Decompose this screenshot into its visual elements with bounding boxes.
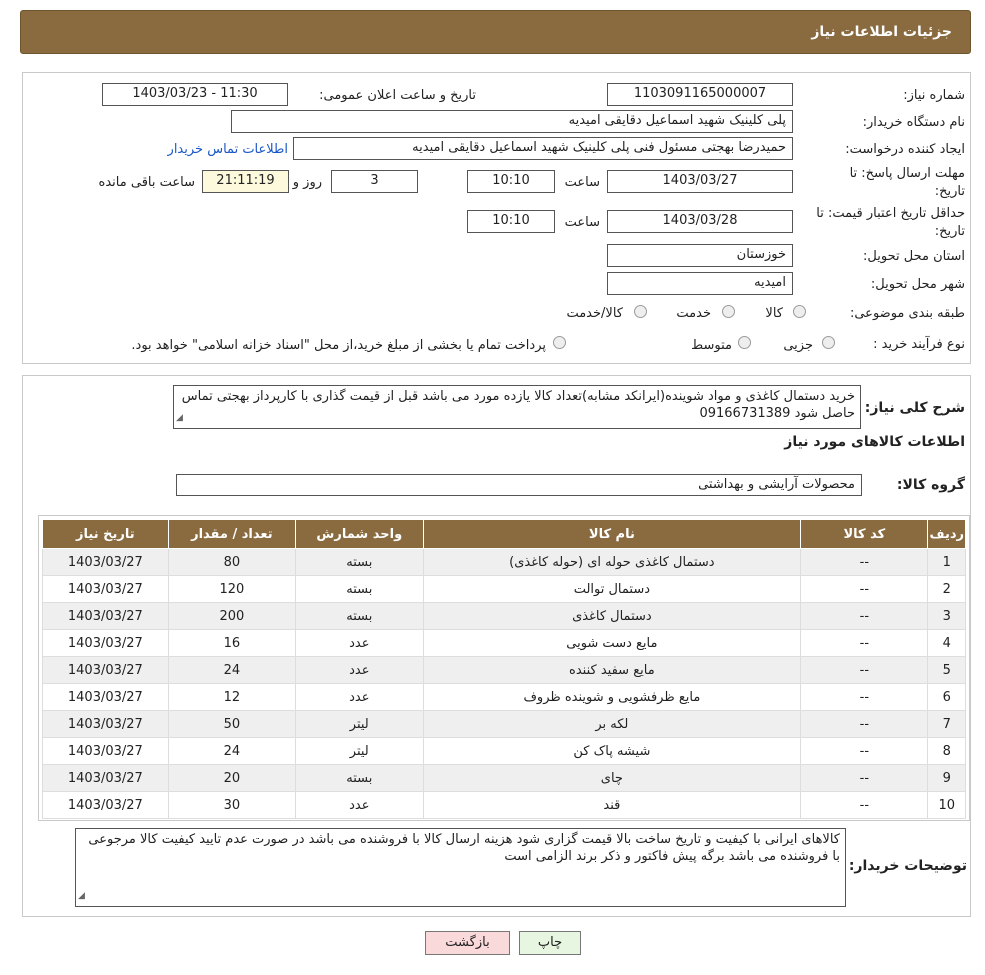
buyer-org-label: نام دستگاه خریدار: xyxy=(862,115,965,130)
treasury-checkbox[interactable] xyxy=(553,336,566,349)
cell-quantity: 30 xyxy=(168,792,295,819)
cell-row-number: 5 xyxy=(928,657,966,684)
reply-deadline-label-2: تاریخ: xyxy=(934,184,965,199)
days-label: روز و xyxy=(292,175,322,190)
page-title: جزئیات اطلاعات نیاز xyxy=(811,24,952,40)
cell-quantity: 12 xyxy=(168,684,295,711)
notes-label: توضیحات خریدار: xyxy=(848,858,967,874)
cell-name: شیشه پاک کن xyxy=(423,738,801,765)
table-row xyxy=(43,549,966,576)
creator-label: ایجاد کننده درخواست: xyxy=(845,142,965,157)
cell-code: -- xyxy=(801,603,928,630)
table-row xyxy=(43,711,966,738)
cell-code: -- xyxy=(801,657,928,684)
col-header-code: کد کالا xyxy=(801,520,928,549)
remaining-label: ساعت باقی مانده xyxy=(98,175,195,190)
reply-deadline-label: مهلت ارسال پاسخ: تا xyxy=(849,166,965,181)
col-header-row-number: ردیف xyxy=(928,520,966,549)
cell-date: 1403/03/27 xyxy=(43,603,169,630)
process-radio-medium[interactable] xyxy=(738,336,751,349)
cell-row-number: 2 xyxy=(928,576,966,603)
print-button[interactable]: چاپ xyxy=(519,931,581,955)
col-header-unit: واحد شمارش xyxy=(296,520,423,549)
cell-row-number: 7 xyxy=(928,711,966,738)
cell-row-number: 1 xyxy=(928,549,966,576)
process-option-medium: متوسط xyxy=(691,338,732,353)
cell-row-number: 4 xyxy=(928,630,966,657)
cell-quantity: 24 xyxy=(168,657,295,684)
cell-code: -- xyxy=(801,765,928,792)
resize-grip-icon[interactable]: ◢ xyxy=(78,891,85,901)
cell-date: 1403/03/27 xyxy=(43,792,169,819)
cell-code: -- xyxy=(801,792,928,819)
cell-date: 1403/03/27 xyxy=(43,684,169,711)
cell-quantity: 16 xyxy=(168,630,295,657)
category-option-goods: کالا xyxy=(765,306,783,321)
summary-textarea[interactable] xyxy=(173,385,861,429)
page-header xyxy=(20,10,971,54)
buyer-contact-link[interactable]: اطلاعات تماس خریدار xyxy=(167,142,288,157)
cell-unit: بسته xyxy=(296,603,423,630)
cell-unit: بسته xyxy=(296,576,423,603)
items-section-title: اطلاعات کالاهای مورد نیاز xyxy=(784,434,965,450)
group-label: گروه کالا: xyxy=(896,477,965,493)
cell-date: 1403/03/27 xyxy=(43,549,169,576)
back-button[interactable]: بازگشت xyxy=(425,931,510,955)
cell-unit: لیتر xyxy=(296,738,423,765)
table-row xyxy=(43,765,966,792)
validity-date-field: 1403/03/28 xyxy=(607,210,793,233)
process-note: پرداخت تمام یا بخشی از مبلغ خرید،از محل "اسناد خزانه اسلامی" خواهد بود. xyxy=(131,338,546,353)
category-option-service: خدمت xyxy=(676,306,711,321)
province-field: خوزستان xyxy=(607,244,793,267)
cell-date: 1403/03/27 xyxy=(43,576,169,603)
resize-grip-icon[interactable]: ◢ xyxy=(176,413,183,423)
city-field: امیدیه xyxy=(607,272,793,295)
cell-unit: عدد xyxy=(296,684,423,711)
table-row xyxy=(43,603,966,630)
table-row xyxy=(43,657,966,684)
cell-date: 1403/03/27 xyxy=(43,738,169,765)
cell-unit: لیتر xyxy=(296,711,423,738)
col-header-name: نام کالا xyxy=(423,520,801,549)
validity-time-field: 10:10 xyxy=(467,210,555,233)
cell-quantity: 120 xyxy=(168,576,295,603)
validity-label: حداقل تاریخ اعتبار قیمت: تا xyxy=(816,206,965,221)
reply-date-field: 1403/03/27 xyxy=(607,170,793,193)
cell-name: قند xyxy=(423,792,801,819)
cell-code: -- xyxy=(801,576,928,603)
city-label: شهر محل تحویل: xyxy=(870,277,965,292)
category-radio-goods[interactable] xyxy=(793,305,806,318)
cell-row-number: 3 xyxy=(928,603,966,630)
province-label: استان محل تحویل: xyxy=(863,249,965,264)
cell-quantity: 80 xyxy=(168,549,295,576)
cell-code: -- xyxy=(801,630,928,657)
cell-date: 1403/03/27 xyxy=(43,765,169,792)
cell-unit: بسته xyxy=(296,765,423,792)
cell-name: دستمال کاغذی xyxy=(423,603,801,630)
cell-row-number: 9 xyxy=(928,765,966,792)
cell-name: چای xyxy=(423,765,801,792)
cell-date: 1403/03/27 xyxy=(43,630,169,657)
cell-quantity: 50 xyxy=(168,711,295,738)
notes-textarea[interactable] xyxy=(75,828,846,907)
announce-label: تاریخ و ساعت اعلان عمومی: xyxy=(319,88,476,103)
days-field: 3 xyxy=(331,170,418,193)
cell-unit: عدد xyxy=(296,657,423,684)
need-number-field: 1103091165000007 xyxy=(607,83,793,106)
process-radio-partial[interactable] xyxy=(822,336,835,349)
cell-code: -- xyxy=(801,711,928,738)
table-row xyxy=(43,576,966,603)
category-radio-goods-service[interactable] xyxy=(634,305,647,318)
table-row xyxy=(43,684,966,711)
cell-name: مایع سفید کننده xyxy=(423,657,801,684)
need-number-label: شماره نیاز: xyxy=(903,88,965,103)
reply-time-label: ساعت xyxy=(564,175,600,190)
category-option-goods-service: کالا/خدمت xyxy=(566,306,623,321)
cell-unit: عدد xyxy=(296,630,423,657)
group-field: محصولات آرایشی و بهداشتی xyxy=(176,474,862,496)
category-label: طبقه بندی موضوعی: xyxy=(849,306,965,321)
remaining-time-field: 21:11:19 xyxy=(202,170,289,193)
table-row xyxy=(43,630,966,657)
cell-unit: بسته xyxy=(296,549,423,576)
cell-quantity: 20 xyxy=(168,765,295,792)
cell-code: -- xyxy=(801,738,928,765)
cell-row-number: 8 xyxy=(928,738,966,765)
cell-quantity: 200 xyxy=(168,603,295,630)
summary-text: خرید دستمال کاغذی و مواد شوینده(ایرانکد مشابه)تعداد کالا یازده مورد می باشد قبل از قیمت گذاری با کارپرداز بهجتی تماس حاصل شود 09166731389 xyxy=(181,389,855,421)
validity-time-label: ساعت xyxy=(564,215,600,230)
cell-unit: عدد xyxy=(296,792,423,819)
cell-date: 1403/03/27 xyxy=(43,711,169,738)
table-row xyxy=(43,738,966,765)
cell-name: دستمال توالت xyxy=(423,576,801,603)
creator-field: حمیدرضا بهجتی مسئول فنی پلی کلینیک شهید اسماعیل دقایقی امیدیه xyxy=(293,137,793,160)
process-option-partial: جزیی xyxy=(783,338,813,353)
cell-name: مایع دست شویی xyxy=(423,630,801,657)
cell-quantity: 24 xyxy=(168,738,295,765)
cell-name: لکه بر xyxy=(423,711,801,738)
col-header-quantity: تعداد / مقدار xyxy=(168,520,295,549)
process-label: نوع فرآیند خرید : xyxy=(873,337,965,352)
cell-code: -- xyxy=(801,684,928,711)
reply-time-field: 10:10 xyxy=(467,170,555,193)
cell-name: مایع ظرفشویی و شوینده ظروف xyxy=(423,684,801,711)
announce-datetime-field: 1403/03/23 - 11:30 xyxy=(102,83,288,106)
table-header-row xyxy=(43,520,966,549)
validity-label-2: تاریخ: xyxy=(934,224,965,239)
cell-date: 1403/03/27 xyxy=(43,657,169,684)
cell-code: -- xyxy=(801,549,928,576)
items-table xyxy=(42,519,966,819)
buyer-org-field: پلی کلینیک شهید اسماعیل دقایقی امیدیه xyxy=(231,110,793,133)
category-radio-service[interactable] xyxy=(722,305,735,318)
notes-text: کالاهای ایرانی با کیفیت و تاریخ ساخت بالا قیمت گزاری شود هزینه ارسال کالا با فروشنده می باشد در صورت عدم تایید کیفیت کالا مرجوعی با فروشنده می باشد برگه پیش فاکتور و ذکر برند الزامی است xyxy=(88,832,840,864)
col-header-date: تاریخ نیاز xyxy=(43,520,169,549)
summary-label: شرح کلی نیاز: xyxy=(864,400,965,416)
cell-row-number: 6 xyxy=(928,684,966,711)
cell-name: دستمال کاغذی حوله ای (حوله کاغذی) xyxy=(423,549,801,576)
table-row xyxy=(43,792,966,819)
cell-row-number: 10 xyxy=(928,792,966,819)
